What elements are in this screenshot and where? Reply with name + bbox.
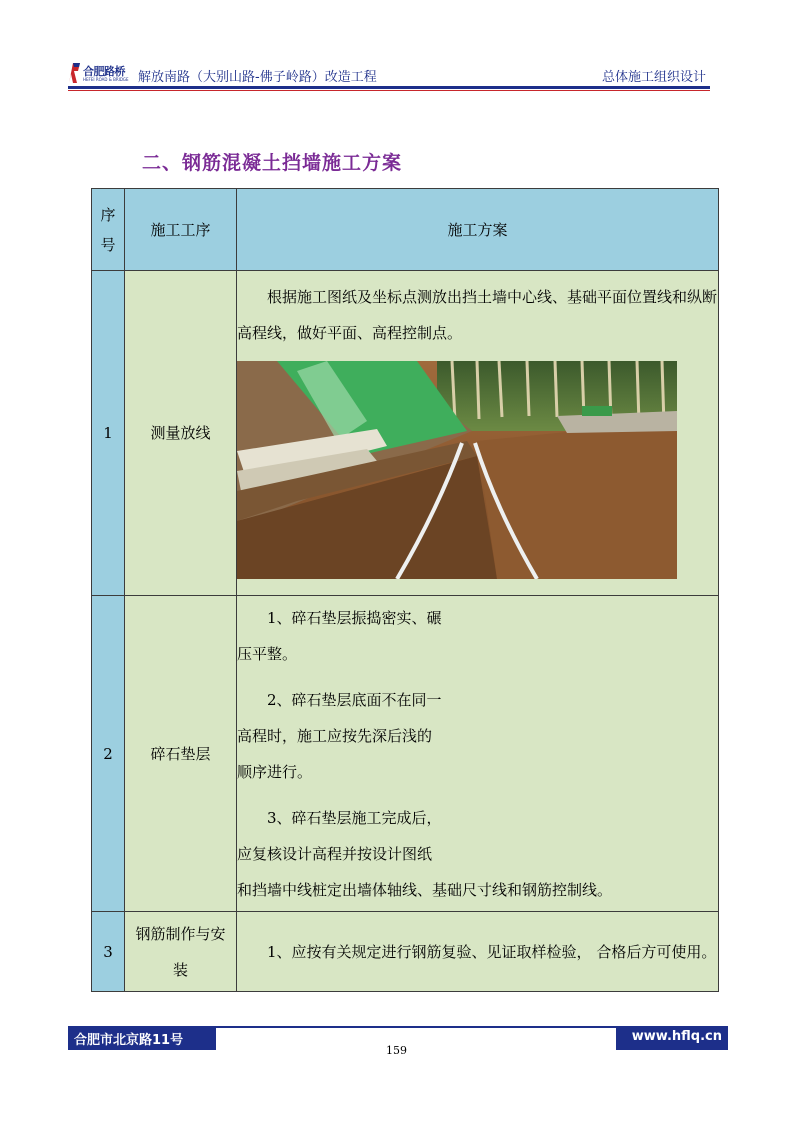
construction-plan-table xyxy=(91,188,719,992)
site-photo xyxy=(237,361,677,579)
plan-line: 压平整。 xyxy=(237,644,298,663)
row-process: 测量放线 xyxy=(125,271,237,596)
row-plan xyxy=(237,912,719,992)
plan-line: 高程时，施工应按先深后浅的 xyxy=(237,726,433,745)
header-process: 施工工序 xyxy=(125,189,237,271)
row-process: 钢筋制作与安装 xyxy=(125,912,237,992)
plan-line: 顺序进行。 xyxy=(237,762,313,781)
row-plan xyxy=(237,596,719,912)
document-title: 总体施工组织设计 xyxy=(601,70,706,85)
section-title: 二、钢筋混凝土挡墙施工方案 xyxy=(142,152,403,174)
footer-rule xyxy=(216,1026,616,1028)
plan-line: 应复核设计高程并按设计图纸 xyxy=(237,844,433,863)
table-header-row xyxy=(92,189,719,271)
table-row xyxy=(92,271,719,596)
page-number: 159 xyxy=(386,1044,407,1057)
plan-line: 1、碎石垫层振捣密实、碾 xyxy=(267,608,442,627)
header-rule-accent xyxy=(68,90,710,91)
plan-line: 3、碎石垫层施工完成后， xyxy=(267,808,442,827)
header-rule xyxy=(68,86,710,89)
project-title: 解放南路（大别山路-佛子岭路）改造工程 xyxy=(138,70,377,85)
row-index: 3 xyxy=(92,912,125,992)
footer-address: 合肥市北京路11号 xyxy=(74,1033,184,1048)
header-index: 序号 xyxy=(92,189,125,271)
row-index: 1 xyxy=(92,271,125,596)
company-logo xyxy=(68,62,130,88)
plan-line: 2、碎石垫层底面不在同一 xyxy=(267,690,442,709)
table-row xyxy=(92,912,719,992)
table-row xyxy=(92,596,719,912)
row-plan xyxy=(237,271,719,596)
plan-text: 根据施工图纸及坐标点测放出挡土墙中心线、基础平面位置线和纵断高程线，做好平面、高程控制点。 xyxy=(237,288,718,342)
plan-line: 和挡墙中线桩定出墙体轴线、基础尺寸线和钢筋控制线。 xyxy=(237,880,613,899)
row-process: 碎石垫层 xyxy=(125,596,237,912)
footer-website: www.hflq.cn xyxy=(631,1029,722,1044)
row-index: 2 xyxy=(92,596,125,912)
logo-mark-icon xyxy=(68,62,81,84)
header-plan: 施工方案 xyxy=(237,189,719,271)
plan-text: 1、应按有关规定进行钢筋复验、见证取样检验， 合格后方可使用。 xyxy=(267,942,717,961)
logo-subtext: HEFEI ROAD & BRIDGE xyxy=(83,77,129,82)
logo-text: 合肥路桥 xyxy=(83,65,125,78)
page-header xyxy=(68,60,710,94)
